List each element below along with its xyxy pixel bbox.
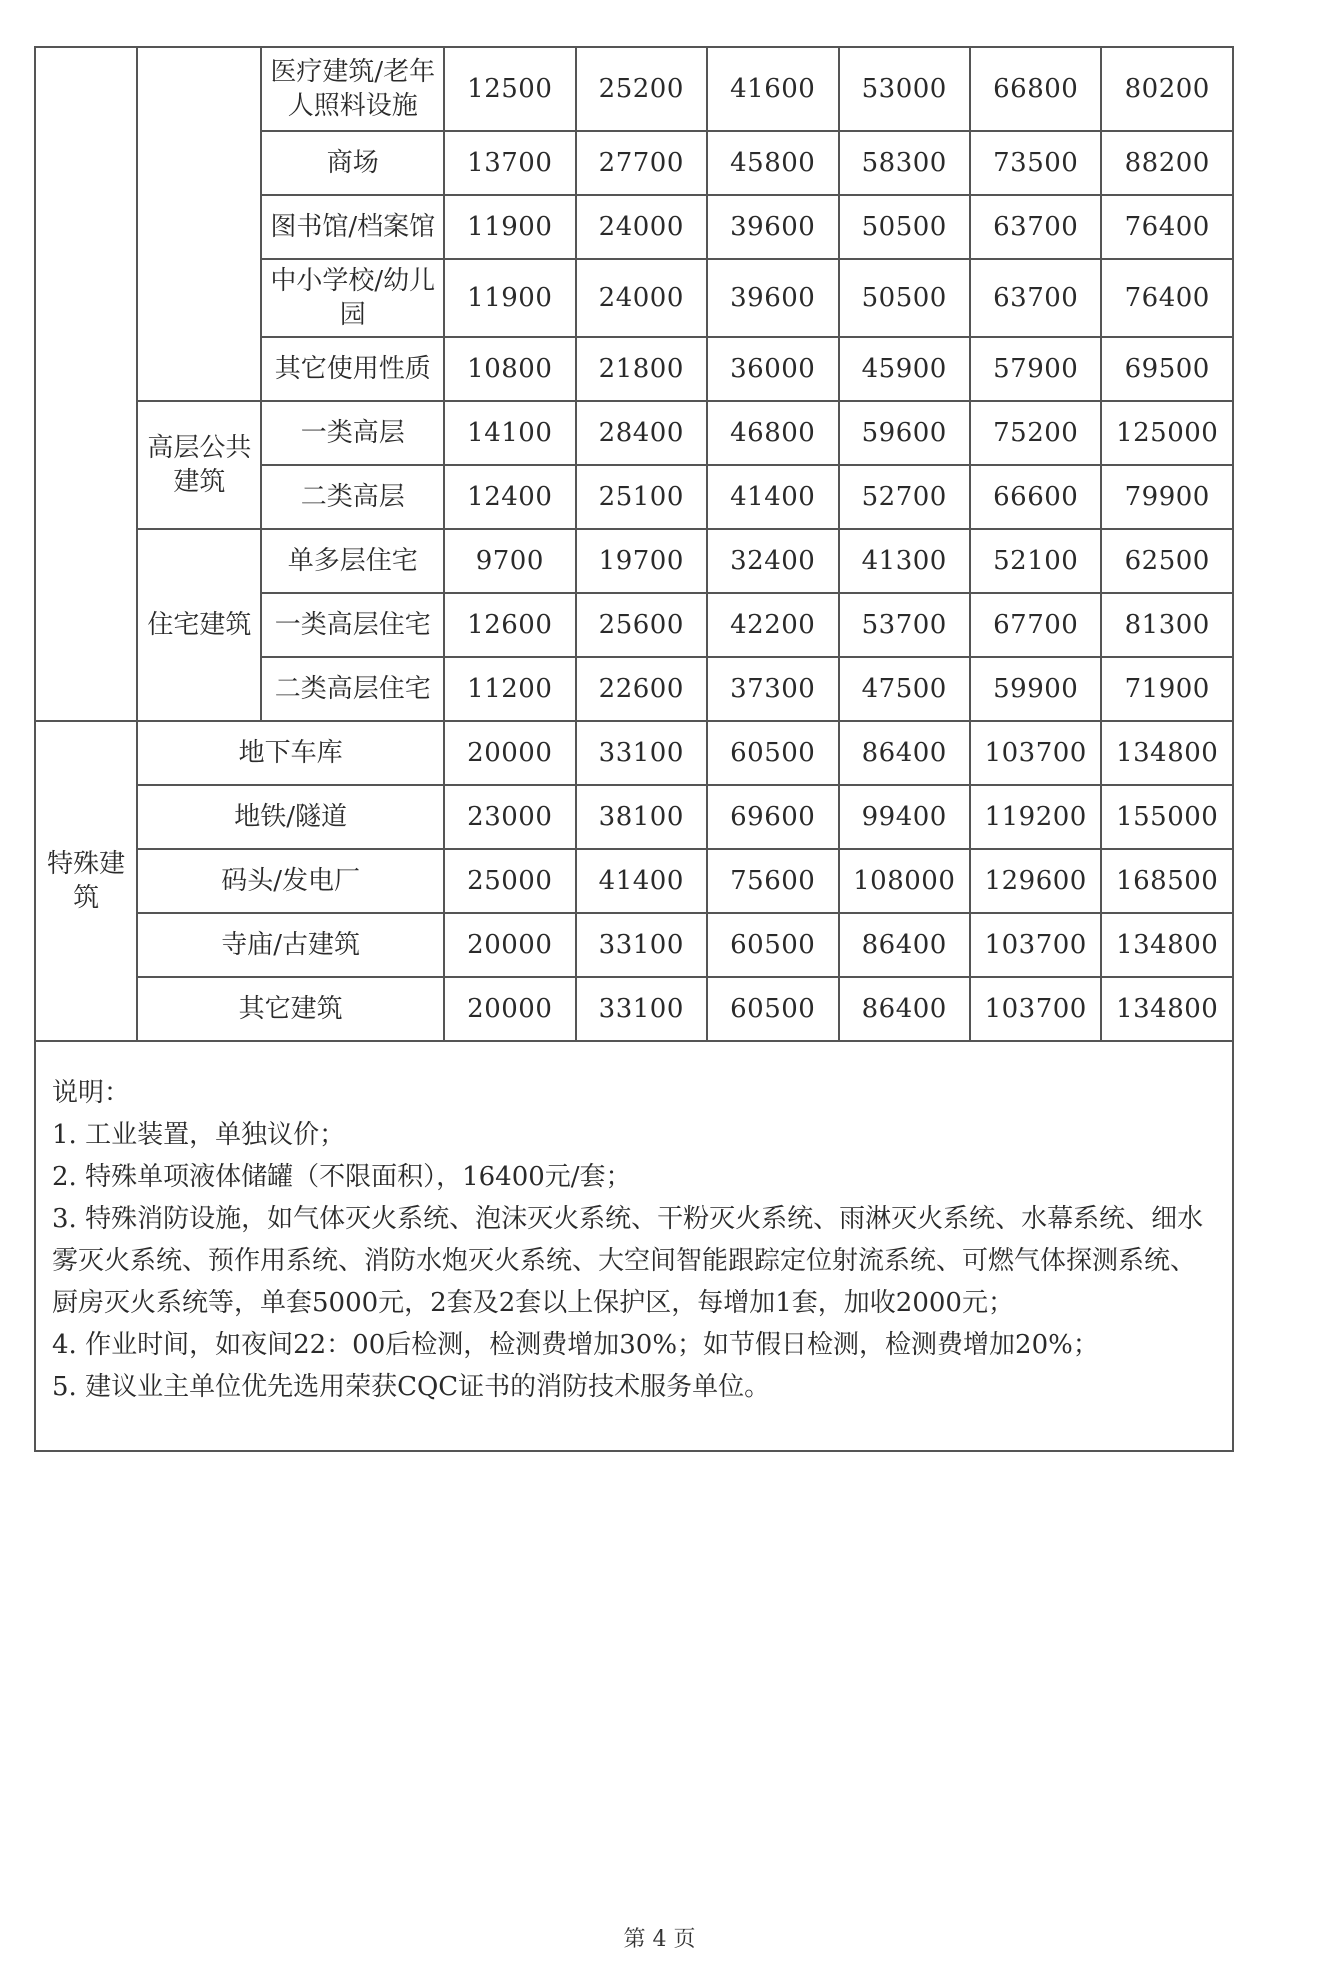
- fee-cell: 25600: [576, 593, 707, 657]
- fee-cell: 76400: [1101, 259, 1233, 337]
- fee-cell: 24000: [576, 259, 707, 337]
- table-row: [35, 721, 1233, 785]
- notes-heading: 说明：: [52, 1078, 131, 1108]
- row-label: 寺庙/古建筑: [137, 913, 444, 977]
- category-label: 特殊建筑: [35, 721, 137, 1041]
- row-label: 其它建筑: [137, 977, 444, 1041]
- fee-cell: 103700: [970, 977, 1101, 1041]
- fee-cell: 28400: [576, 401, 707, 465]
- note-item-3: 3. 特殊消防设施，如气体灭火系统、泡沫灭火系统、干粉灭火系统、雨淋灭火系统、水幕系统、细水雾灭火系统、预作用系统、消防水炮灭火系统、大空间智能跟踪定位射流系统、可燃气体探测系统、厨房灭火系统等，单套5000元，2套及2套以上保护区，每增加1套，加收2000元；: [52, 1204, 1204, 1318]
- fee-cell: 52700: [839, 465, 970, 529]
- fee-cell: 62500: [1101, 529, 1233, 593]
- fee-cell: 66600: [970, 465, 1101, 529]
- fee-cell: 69500: [1101, 337, 1233, 401]
- fee-cell: 38100: [576, 785, 707, 849]
- fee-cell: 41400: [576, 849, 707, 913]
- table-row: [35, 529, 1233, 593]
- fee-cell: 25100: [576, 465, 707, 529]
- fee-cell: 20000: [444, 977, 575, 1041]
- fee-cell: 21800: [576, 337, 707, 401]
- fee-cell: 50500: [839, 259, 970, 337]
- row-label: 二类高层住宅: [261, 657, 444, 721]
- row-label: 二类高层: [261, 465, 444, 529]
- row-label: 医疗建筑/老年人照料设施: [261, 47, 444, 131]
- row-label: 单多层住宅: [261, 529, 444, 593]
- fee-cell: 41400: [707, 465, 838, 529]
- fee-cell: 47500: [839, 657, 970, 721]
- fee-cell: 33100: [576, 977, 707, 1041]
- fee-cell: 134800: [1101, 977, 1233, 1041]
- fee-cell: 12500: [444, 47, 575, 131]
- fee-cell: 76400: [1101, 195, 1233, 259]
- row-label: 码头/发电厂: [137, 849, 444, 913]
- fee-cell: 36000: [707, 337, 838, 401]
- table-row: [35, 913, 1233, 977]
- fee-cell: 20000: [444, 913, 575, 977]
- fee-cell: 41600: [707, 47, 838, 131]
- fee-cell: 41300: [839, 529, 970, 593]
- fee-cell: 46800: [707, 401, 838, 465]
- notes-section: [34, 1042, 1234, 1452]
- fee-cell: 39600: [707, 259, 838, 337]
- fee-cell: 125000: [1101, 401, 1233, 465]
- fee-cell: 67700: [970, 593, 1101, 657]
- fee-cell: 19700: [576, 529, 707, 593]
- fee-cell: 63700: [970, 259, 1101, 337]
- note-item-5: 5. 建议业主单位优先选用荣获CQC证书的消防技术服务单位。: [52, 1372, 771, 1402]
- fee-cell: 86400: [839, 721, 970, 785]
- fee-cell: 57900: [970, 337, 1101, 401]
- fee-cell: 75600: [707, 849, 838, 913]
- note-item-2: 2. 特殊单项液体储罐（不限面积），16400元/套；: [52, 1162, 632, 1192]
- fee-cell: 50500: [839, 195, 970, 259]
- fee-cell: 45900: [839, 337, 970, 401]
- table-row: [35, 47, 1233, 131]
- row-label: 地铁/隧道: [137, 785, 444, 849]
- fee-cell: 20000: [444, 721, 575, 785]
- fee-cell: 73500: [970, 131, 1101, 195]
- row-label: 一类高层住宅: [261, 593, 444, 657]
- fee-cell: 60500: [707, 977, 838, 1041]
- fee-table: [34, 46, 1234, 1042]
- fee-cell: 10800: [444, 337, 575, 401]
- row-label: 中小学校/幼儿园: [261, 259, 444, 337]
- fee-cell: 24000: [576, 195, 707, 259]
- fee-table-body: [35, 47, 1233, 1041]
- fee-cell: 60500: [707, 913, 838, 977]
- fee-cell: 14100: [444, 401, 575, 465]
- fee-cell: 23000: [444, 785, 575, 849]
- fee-cell: 75200: [970, 401, 1101, 465]
- table-row: [35, 849, 1233, 913]
- fee-cell: 71900: [1101, 657, 1233, 721]
- table-row: [35, 785, 1233, 849]
- fee-cell: 168500: [1101, 849, 1233, 913]
- fee-cell: 11200: [444, 657, 575, 721]
- fee-cell: 22600: [576, 657, 707, 721]
- fee-cell: 25000: [444, 849, 575, 913]
- fee-cell: 81300: [1101, 593, 1233, 657]
- row-label: 其它使用性质: [261, 337, 444, 401]
- fee-cell: 66800: [970, 47, 1101, 131]
- fee-cell: 60500: [707, 721, 838, 785]
- fee-cell: 129600: [970, 849, 1101, 913]
- fee-cell: 59900: [970, 657, 1101, 721]
- note-item-1: 1. 工业装置，单独议价；: [52, 1120, 346, 1150]
- fee-cell: 99400: [839, 785, 970, 849]
- fee-cell: 79900: [1101, 465, 1233, 529]
- row-label: 地下车库: [137, 721, 444, 785]
- fee-cell: 155000: [1101, 785, 1233, 849]
- fee-cell: 33100: [576, 913, 707, 977]
- fee-cell: 86400: [839, 977, 970, 1041]
- fee-cell: 42200: [707, 593, 838, 657]
- fee-cell: 37300: [707, 657, 838, 721]
- fee-cell: 11900: [444, 259, 575, 337]
- fee-cell: 69600: [707, 785, 838, 849]
- group-label: 高层公共建筑: [137, 401, 261, 529]
- fee-cell: 9700: [444, 529, 575, 593]
- table-row: [35, 977, 1233, 1041]
- fee-cell: 103700: [970, 721, 1101, 785]
- fee-cell: 12400: [444, 465, 575, 529]
- fee-cell: 59600: [839, 401, 970, 465]
- fee-cell: 27700: [576, 131, 707, 195]
- fee-cell: 52100: [970, 529, 1101, 593]
- fee-cell: 86400: [839, 913, 970, 977]
- row-label: 图书馆/档案馆: [261, 195, 444, 259]
- fee-cell: 88200: [1101, 131, 1233, 195]
- table-row: [35, 401, 1233, 465]
- page-number: 第 4 页: [623, 1927, 696, 1952]
- fee-cell: 33100: [576, 721, 707, 785]
- fee-cell: 58300: [839, 131, 970, 195]
- fee-cell: 11900: [444, 195, 575, 259]
- fee-cell: 39600: [707, 195, 838, 259]
- fee-cell: 32400: [707, 529, 838, 593]
- fee-cell: 119200: [970, 785, 1101, 849]
- document: [34, 46, 1234, 1452]
- fee-cell: 53700: [839, 593, 970, 657]
- group-label: 住宅建筑: [137, 529, 261, 721]
- row-label: 商场: [261, 131, 444, 195]
- fee-cell: 13700: [444, 131, 575, 195]
- fee-cell: 25200: [576, 47, 707, 131]
- fee-cell: 108000: [839, 849, 970, 913]
- fee-cell: 80200: [1101, 47, 1233, 131]
- fee-cell: 103700: [970, 913, 1101, 977]
- fee-cell: 53000: [839, 47, 970, 131]
- fee-cell: 134800: [1101, 913, 1233, 977]
- note-item-4: 4. 作业时间，如夜间22：00后检测，检测费增加30%；如节假日检测，检测费增加20%；: [52, 1330, 1099, 1360]
- category-cell-blank: [35, 47, 137, 721]
- fee-cell: 12600: [444, 593, 575, 657]
- fee-cell: 45800: [707, 131, 838, 195]
- row-label: 一类高层: [261, 401, 444, 465]
- fee-cell: 63700: [970, 195, 1101, 259]
- fee-cell: 134800: [1101, 721, 1233, 785]
- group-cell-blank: [137, 47, 261, 401]
